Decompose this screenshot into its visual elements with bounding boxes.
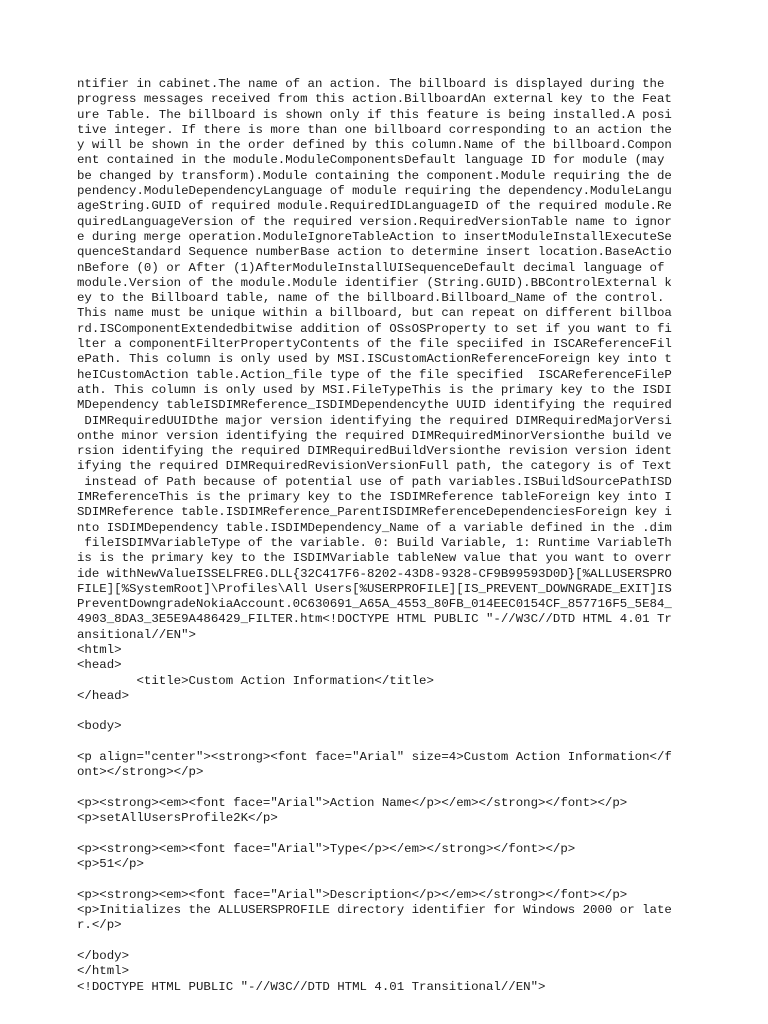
text-line: PreventDowngradeNokiaAccount.0C630691_A65A_4553_80FB_014EEC0154CF_857716F5_5E84_ [77, 597, 672, 612]
text-line [77, 735, 697, 750]
text-line: 4903_8DA3_3E5E9A486429_FILTER.htm<!DOCTYPE HTML PUBLIC "-//W3C//DTD HTML 4.01 Tr [77, 612, 672, 627]
text-line: <p>setAllUsersProfile2K</p> [77, 811, 278, 826]
text-line: pendency.ModuleDependencyLanguage of module requiring the dependency.ModuleLangu [77, 184, 672, 199]
text-line: SDIMReference table.ISDIMReference_ParentISDIMReferenceDependenciesForeign key i [77, 505, 672, 520]
text-line [77, 872, 697, 887]
text-line: ntifier in cabinet.The name of an action. The billboard is displayed during the [77, 77, 665, 91]
text-line: ageString.GUID of required module.RequiredIDLanguageID of the required module.Re [77, 199, 672, 214]
text-line: <!DOCTYPE HTML PUBLIC "-//W3C//DTD HTML 4.01 Transitional//EN"> [77, 979, 546, 994]
text-line: ide withNewValueISSELFREG.DLL{32C417F6-8202-43D8-9328-CF9B99593D0D}[%ALLUSERSPRO [77, 566, 672, 581]
text-line: This name must be unique within a billboard, but can repeat on different billboa [77, 306, 672, 321]
text-line: r.</p> [77, 918, 122, 933]
text-line [77, 781, 697, 796]
text-line: e during merge operation.ModuleIgnoreTableAction to insertModuleInstallExecuteSe [77, 229, 672, 244]
text-line: progress messages received from this action.BillboardAn external key to the Feat [77, 92, 672, 107]
text-line: rsion identifying the required DIMRequiredBuildVersionthe revision version ident [77, 444, 672, 459]
text-line: ansitional//EN"> [77, 627, 196, 642]
text-line: IMReferenceThis is the primary key to the ISDIMReference tableForeign key into I [77, 490, 672, 505]
text-line: MDependency tableISDIMReference_ISDIMDependencythe UUID identifying the required [77, 398, 672, 413]
text-line: </body> [77, 948, 130, 963]
text-line: <p>51</p> [77, 857, 144, 872]
text-line: </html> [77, 964, 130, 979]
text-line: <p><strong><em><font face="Arial">Type</p></em></strong></font></p> [77, 841, 576, 856]
text-line: ath. This column is only used by MSI.FileTypeThis is the primary key to the ISDI [77, 382, 672, 397]
text-line: fileISDIMVariableType of the variable. 0: Build Variable, 1: Runtime VariableTh [77, 535, 672, 550]
text-line: lter a componentFilterPropertyContents of the file speciifed in ISCAReferenceFil [77, 337, 672, 352]
text-line: <p align="center"><strong><font face="Arial" size=4>Custom Action Information</f [77, 750, 672, 765]
text-line: be changed by transform).Module containing the component.Module requiring the de [77, 168, 672, 183]
text-line: FILE][%SystemRoot]\Profiles\All Users[%USERPROFILE][IS_PREVENT_DOWNGRADE_EXIT]IS [77, 581, 672, 596]
text-line: nto ISDIMDependency table.ISDIMDependency_Name of a variable defined in the .dim [77, 520, 672, 535]
text-line: <body> [77, 719, 122, 734]
text-line: instead of Path because of potential use of path variables.ISBuildSourcePathISD [77, 474, 672, 489]
text-line: ont></strong></p> [77, 765, 204, 780]
text-line: ent contained in the module.ModuleComponentsDefault language ID for module (may [77, 153, 665, 168]
text-line: <head> [77, 658, 122, 673]
text-line: <html> [77, 642, 122, 657]
document-page [77, 77, 697, 995]
text-line: DIMRequiredUUIDthe major version identifying the required DIMRequiredMajorVersi [77, 413, 672, 428]
text-line [77, 704, 697, 719]
text-line: <title>Custom Action Information</title> [77, 673, 434, 688]
text-line: quiredLanguageVersion of the required version.RequiredVersionTable name to ignor [77, 214, 672, 229]
text-line: <p><strong><em><font face="Arial">Action Name</p></em></strong></font></p> [77, 795, 628, 810]
text-line: rd.ISComponentExtendedbitwise addition of OSsOSProperty to set if you want to fi [77, 321, 672, 336]
text-line: <p>Initializes the ALLUSERSPROFILE directory identifier for Windows 2000 or late [77, 903, 672, 918]
text-line: is is the primary key to the ISDIMVariable tableNew value that you want to overr [77, 551, 672, 566]
text-line: tive integer. If there is more than one billboard corresponding to an action the [77, 122, 672, 137]
text-line: y will be shown in the order defined by this column.Name of the billboard.Compon [77, 138, 672, 153]
text-line: ey to the Billboard table, name of the billboard.Billboard_Name of the control. [77, 291, 665, 306]
text-line: ePath. This column is only used by MSI.ISCustomActionReferenceForeign key into t [77, 352, 672, 367]
text-line: ure Table. The billboard is shown only if this feature is being installed.A posi [77, 107, 672, 122]
text-line [77, 934, 697, 949]
text-line: </head> [77, 688, 130, 703]
text-line: module.Version of the module.Module identifier (String.GUID).BBControlExternal k [77, 275, 672, 290]
text-line [77, 827, 697, 842]
text-line: heICustomAction table.Action_file type of the file specified ISCAReferenceFileP [77, 367, 672, 382]
text-line: nBefore (0) or After (1)AfterModuleInstallUISequenceDefault decimal language of [77, 260, 665, 275]
text-line: quenceStandard Sequence numberBase action to determine insert location.BaseActio [77, 245, 672, 260]
text-line: onthe minor version identifying the required DIMRequiredMinorVersionthe build ve [77, 428, 672, 443]
text-line: <p><strong><em><font face="Arial">Description</p></em></strong></font></p> [77, 887, 628, 902]
text-line: ifying the required DIMRequiredRevisionVersionFull path, the category is of Text [77, 459, 672, 474]
